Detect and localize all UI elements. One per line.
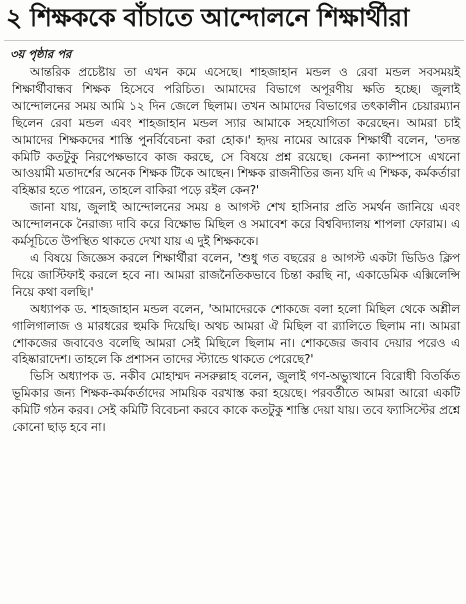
article-body <box>12 64 460 436</box>
continued-from-label: ৩য় পৃষ্ঠার পর <box>10 47 72 61</box>
paragraph: এ বিষয়ে জিজ্ঞেস করলে শিক্ষার্থীরা বলেন, 'শুধু গত বছরের ৪ আগস্ট একটা ভিডিও ক্লিপ দিয়ে জাস্টিফাই করলে হবে না। আমরা রাজনৈতিকভাবে চিন্তা করছি না, একাডেমিক এক্সিলেন্সি নিয়ে কথা বলছি।' <box>12 250 460 299</box>
paragraph: আন্তরিক প্রচেষ্টায় তা এখন কমে এসেছে। শাহজাহান মন্ডল ও রেবা মন্ডল সবসময়ই শিক্ষার্থীবান্ধব শিক্ষক হিসেবে পরিচিত। আমাদের বিভাগে অপূরণীয় ক্ষতি হচ্ছে। জুলাই আন্দোলনের সময় আমি ১২ দিন জেলে ছিলাম। তখন আমাদের বিভাগের তৎকালীন চেয়ারম্যান ছিলেন রেবা মন্ডল এবং শাহজাহান মন্ডল স্যার আমাকে সহযোগিতা করেছেন। আমরা চাই আমাদের শিক্ষকদের শাস্তি পুনর্বিবেচনা করা হোক।' হৃদয় নামের আরেক শিক্ষার্থী বলেন, 'তদন্ত কমিটি কতটুকু নিরপেক্ষভাবে কাজ করছে, সে বিষয়ে প্রশ্ন রয়েছে। কেননা ক্যাম্পাসে এখনো আওয়ামী মতাদর্শের অনেক শিক্ষক টিকে আছেন। শিক্ষক রাজনীতির জন্য যদি এ শিক্ষক, কর্মকর্তারা বহিষ্কার হতে পারেন, তাহলে বাকিরা পড়ে রইল কেন?' <box>12 65 460 198</box>
paragraph: জানা যায়, জুলাই আন্দোলনের সময় ৪ আগস্ট শেখ হাসিনার প্রতি সমর্থন জানিয়ে এবং আন্দোলনকে নৈরাজ্য দাবি করে বিক্ষোভ মিছিল ও সমাবেশ করে বিশ্ববিদ্যালয় শাপলা ফোরাম। এ কর্মসূচিতে উপস্থিত থাকতে দেখা যায় এ দুই শিক্ষককে। <box>12 200 460 249</box>
headline: ২ শিক্ষককে বাঁচাতে আন্দোলনে শিক্ষার্থীরা <box>6 3 409 32</box>
headline-divider <box>4 40 464 41</box>
paragraph: ভিসি অধ্যাপক ড. নকীব মোহাম্মদ নসরুল্লাহ বলেন, জুলাই গণ-অভ্যুত্থানে বিরোধী বিতর্কিত ভূমিকার জন্য শিক্ষক-কর্মকর্তাদের সাময়িক বরখাস্ত করা হয়েছে। পরবর্তীতে আমরা আরো একটি কমিটি গঠন করব। সেই কমিটি বিবেচনা করবে কাকে কতটুকু শাস্তি দেয়া যায়। তবে ফ্যাসিস্টের প্রশ্নে কোনো ছাড় হবে না। <box>12 369 460 435</box>
paragraph: অধ্যাপক ড. শাহজাহান মন্ডল বলেন, 'আমাদেরকে শোকজে বলা হলো মিছিল থেকে অশ্লীল গালিগালাজ ও মারধরের হুমকি দিয়েছি। অথচ আমরা ঐ মিছিল বা র‍্যালিতে ছিলাম না। আমরা শোকজের জবাবেও বলেছি আমরা সেই মিছিলে ছিলাম না। শোকজের জবাব দেয়ার পরেও এ বহিষ্কারাদেশ। তাহলে কি প্রশাসন তাদের স্ট্যান্ডে থাকতে পেরেছে?' <box>12 301 460 367</box>
